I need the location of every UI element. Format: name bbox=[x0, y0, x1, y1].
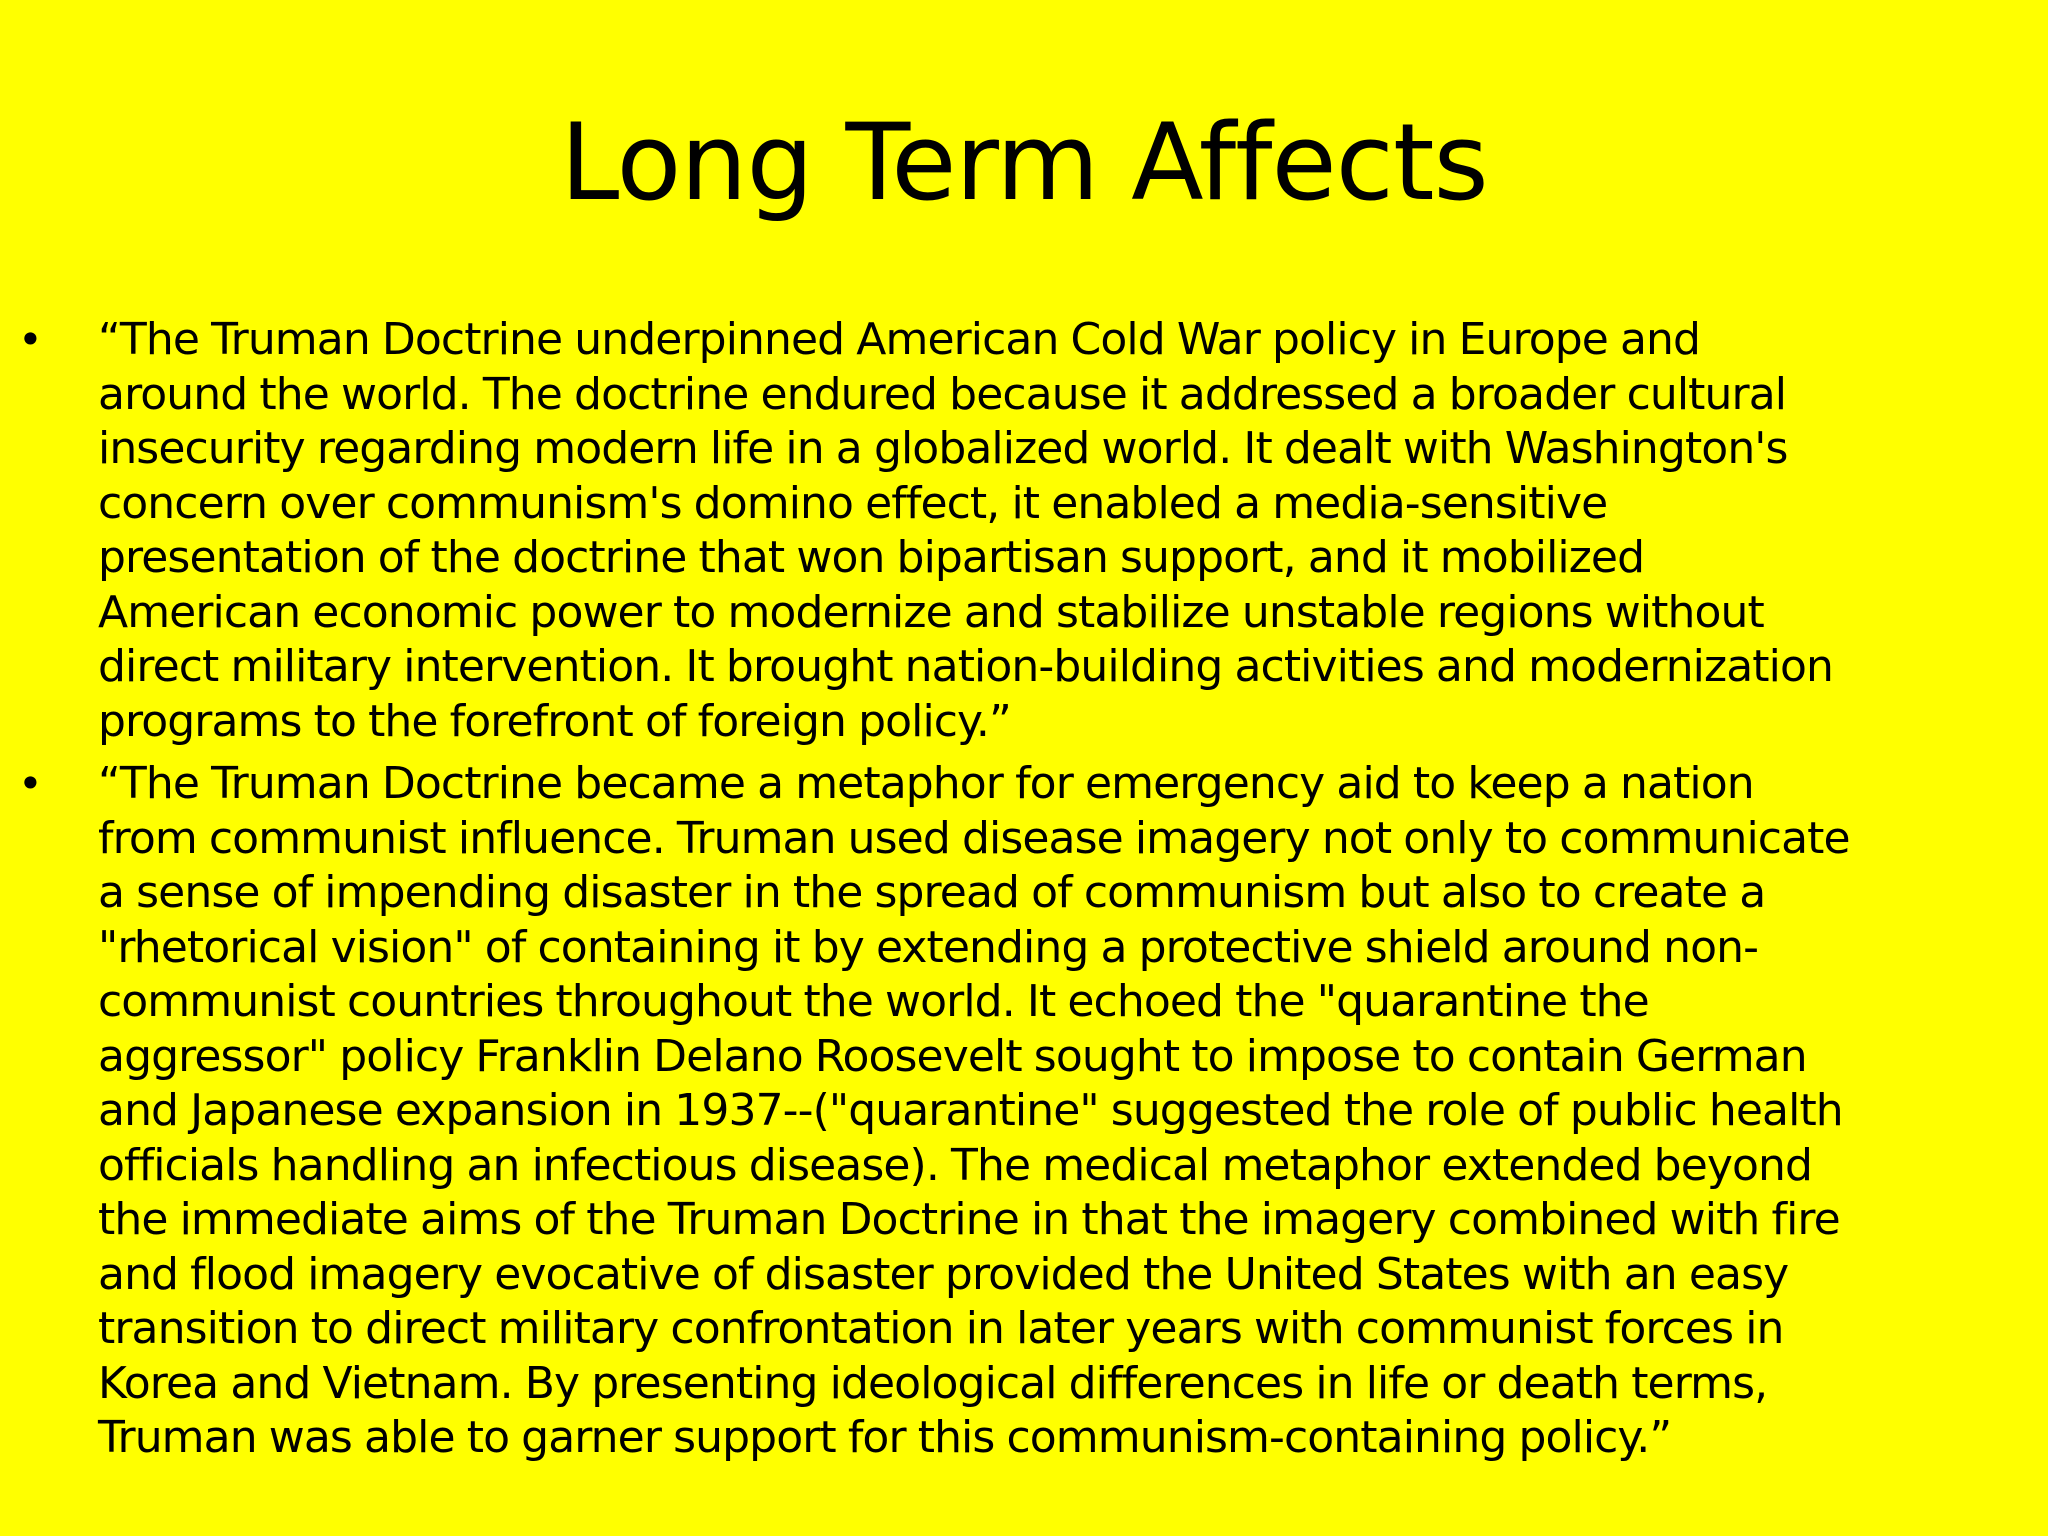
bullet-text-truman-doctrine-policy bbox=[98, 313, 2023, 749]
bullet-line: and flood imagery evocative of disaster provided the United States with an easy bbox=[98, 1248, 1789, 1300]
bullet-line: a sense of impending disaster in the spread of communism but also to create a bbox=[98, 867, 1766, 918]
bullet-line: “The Truman Doctrine underpinned American Cold War policy in Europe and bbox=[98, 314, 1701, 365]
bullet-line: around the world. The doctrine endured because it addressed a broader cultural bbox=[98, 368, 1787, 420]
bullet-line: programs to the forefront of foreign policy.” bbox=[98, 695, 1011, 747]
bullet-line: direct military intervention. It brought nation-building activities and modernization bbox=[98, 641, 1833, 692]
bullet-line: concern over communism's domino effect, it enabled a media-sensitive bbox=[98, 477, 1608, 529]
slide-title: Long Term Affects bbox=[560, 101, 1488, 224]
bullet-line: Korea and Vietnam. By presenting ideological differences in life or death terms, bbox=[98, 1357, 1768, 1409]
bullet-line: insecurity regarding modern life in a globalized world. It dealt with Washington's bbox=[98, 423, 1788, 474]
bullet-text-disease-metaphor bbox=[98, 757, 2023, 1466]
bullet-item bbox=[0, 757, 2048, 1466]
bullet-line: officials handling an infectious disease). The medical metaphor extended beyond bbox=[98, 1139, 1813, 1191]
bullet-line: American economic power to modernize and stabilize unstable regions without bbox=[98, 586, 1764, 638]
bullet-line: communist countries throughout the world. It echoed the "quarantine the bbox=[98, 976, 1649, 1027]
bullet-line: and Japanese expansion in 1937--("quarantine" suggested the role of public health bbox=[98, 1085, 1843, 1136]
bullet-line: from communist influence. Truman used disease imagery not only to communicate bbox=[98, 812, 1850, 864]
bullet-item bbox=[0, 313, 2048, 749]
bullet-line: “The Truman Doctrine became a metaphor for emergency aid to keep a nation bbox=[98, 758, 1754, 809]
bullet-line: Truman was able to garner support for this communism-containing policy.” bbox=[98, 1412, 1672, 1463]
bullet-list bbox=[0, 313, 2048, 1474]
bullet-marker: • bbox=[18, 759, 43, 808]
bullet-line: transition to direct military confrontation in later years with communist forces in bbox=[98, 1303, 1784, 1354]
bullet-line: aggressor" policy Franklin Delano Roosevelt sought to impose to contain German bbox=[98, 1030, 1807, 1082]
bullet-line: "rhetorical vision" of containing it by extending a protective shield around non- bbox=[98, 921, 1759, 973]
bullet-line: presentation of the doctrine that won bipartisan support, and it mobilized bbox=[98, 532, 1645, 583]
bullet-marker: • bbox=[18, 315, 43, 364]
bullet-line: the immediate aims of the Truman Doctrine in that the imagery combined with fire bbox=[98, 1194, 1840, 1245]
